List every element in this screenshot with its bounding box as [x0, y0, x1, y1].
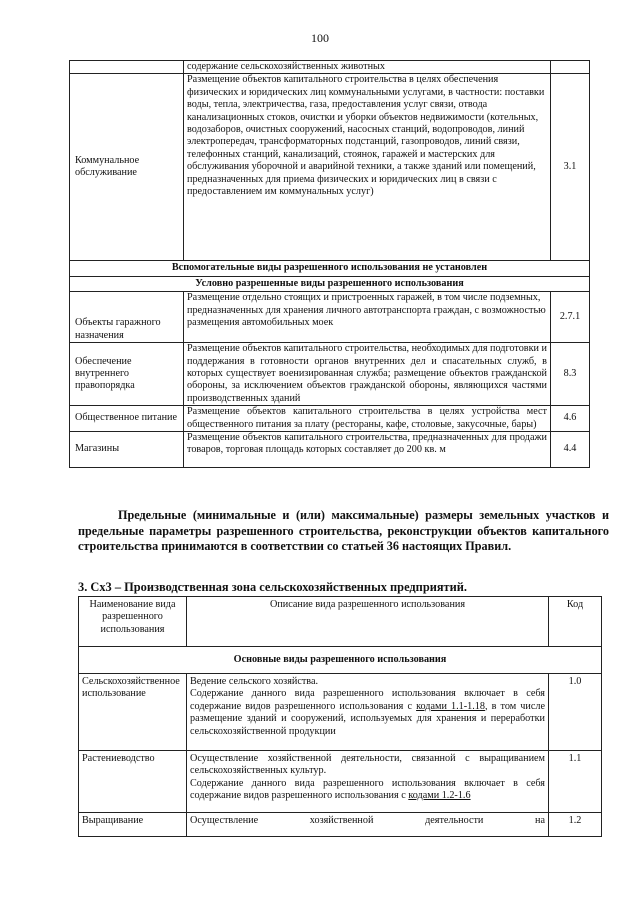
table-row	[79, 674, 602, 751]
use-name: Общественное питание	[70, 406, 184, 432]
use-name: Выращивание	[79, 813, 187, 837]
detail-text: Содержание данного вида разрешенного использования включает в себя содержание видов разрешенного использования с	[190, 688, 545, 712]
use-description-detail	[190, 778, 545, 803]
use-description: Размещение объектов капитального строительства, необходимых для подготовки и поддержания в готовности органов внутренних дел и спасательных служб, в которых существует военизированная служба; размещение объектов гражданской обороны, за исключением объектов гражданской обороны, являющихся частями производственных зданий	[184, 343, 551, 406]
codes-link[interactable]: кодами 1.1-1.18	[416, 700, 485, 712]
limits-paragraph: Предельные (минимальные и (или) максимальные) размеры земельных участков и предельные параметры разрешенного строительства, реконструкции объектов капитального строительства принимаются в соответствии со статьей 36 настоящих Правил.	[78, 508, 609, 554]
use-name: Магазины	[70, 432, 184, 468]
use-name: Обеспечение внутреннего правопорядка	[70, 343, 184, 406]
table-row	[79, 813, 602, 837]
table-row	[70, 292, 590, 343]
section-heading-row	[79, 647, 602, 674]
use-code: 2.7.1	[551, 292, 590, 343]
use-code: 1.1	[549, 751, 602, 813]
section-heading-row	[70, 276, 590, 291]
use-code: 3.1	[551, 74, 590, 261]
use-description: Размещение отдельно стоящих и пристроенных гаражей, в том числе подземных, предназначенных для хранения личного автотранспорта граждан, с возможностью размещения автомобильных моек	[184, 292, 551, 343]
conditional-uses-heading: Условно разрешенные виды разрешенного использования	[70, 276, 590, 291]
zone-sx3-table	[78, 596, 602, 837]
table-row	[79, 751, 602, 813]
table-row	[70, 74, 590, 261]
section-title: 3. Сх3 – Производственная зона сельскохозяйственных предприятий.	[78, 580, 468, 594]
use-description: Размещение объектов капитального строительства в целях устройства мест общественного питания за плату (рестораны, кафе, столовые, закусочные, бары)	[184, 406, 551, 432]
table-row	[70, 406, 590, 432]
detail-text: Содержание данного вида разрешенного использования включает в себя содержание видов разрешенного использования с	[190, 777, 545, 802]
use-description-detail	[190, 688, 545, 738]
use-description: Размещение объектов капитального строительства, предназначенных для продажи товаров, торговая площадь которых составляет до 200 кв. м	[184, 432, 551, 468]
use-description-line: Осуществление хозяйственной деятельности, связанной с выращиванием сельскохозяйственных культур.	[190, 753, 545, 777]
use-name: Сельскохозяйственное использование	[79, 674, 187, 751]
table-row	[70, 61, 590, 74]
use-code: 4.6	[551, 406, 590, 432]
permitted-use-table-continued	[69, 60, 590, 468]
use-code	[551, 61, 590, 74]
use-code: 8.3	[551, 343, 590, 406]
page-number: 100	[311, 31, 329, 45]
use-description	[187, 674, 549, 751]
use-name: Коммунальное обслуживание	[70, 74, 184, 261]
use-name: Объекты гаражного назначения	[70, 292, 184, 343]
header-code: Код	[549, 597, 602, 647]
use-code: 1.0	[549, 674, 602, 751]
table-row	[70, 343, 590, 406]
use-code: 1.2	[549, 813, 602, 837]
use-description: Размещение объектов капитального строительства в целях обеспечения физических и юридических лиц коммунальными услугами, в частности: поставки воды, тепла, электричества, газа, предоставления услуг связи, отвода канализационных стоков, очистки и уборки объектов недвижимости (котельных, водозаборов, очистных сооружений, насосных станций, водопроводов, линий электропередач, трансформаторных подстанций, газопроводов, линий связи, телефонных станций, канализаций, стоянок, гаражей и мастерских для обслуживания уборочной и аварийной техники, а также зданий или помещений, предназначенных для приема физических и юридических лиц в связи с предоставлением им коммунальных услуг)	[184, 74, 551, 261]
use-name	[70, 61, 184, 74]
detail-text: , в том числе размещение зданий и сооружений, используемых для хранения и переработки сельскохозяйственной продукции	[190, 700, 545, 737]
header-row	[79, 597, 602, 647]
use-description: Осуществление хозяйственной деятельности на	[187, 813, 549, 837]
use-description: содержание сельскохозяйственных животных	[184, 61, 551, 74]
table-row	[70, 432, 590, 468]
use-description-line: Ведение сельского хозяйства.	[190, 676, 319, 687]
aux-uses-heading: Вспомогательные виды разрешенного использования не установлен	[70, 261, 590, 276]
section-heading-row	[70, 261, 590, 276]
use-description	[187, 751, 549, 813]
basic-uses-heading: Основные виды разрешенного использования	[79, 647, 602, 674]
use-code: 4.4	[551, 432, 590, 468]
header-name: Наименование вида разрешенного использования	[79, 597, 187, 647]
codes-link[interactable]: кодами 1.2-1.6	[408, 790, 471, 802]
use-name: Растениеводство	[79, 751, 187, 813]
header-description: Описание вида разрешенного использования	[187, 597, 549, 647]
